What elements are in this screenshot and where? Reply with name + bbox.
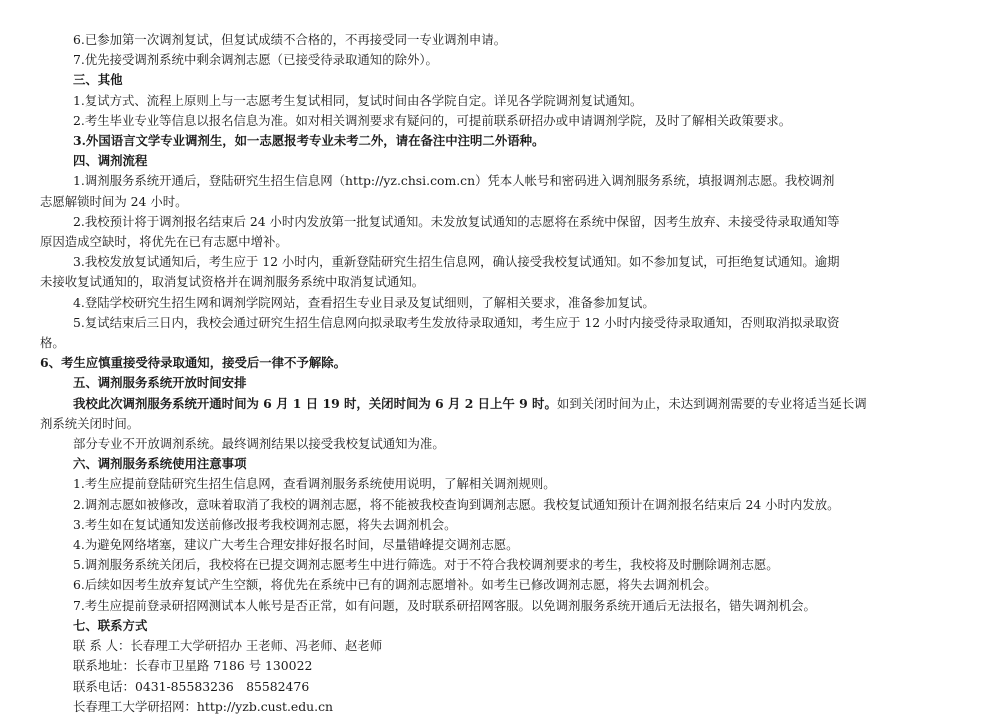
section-heading-other: 三、其他 — [73, 72, 123, 88]
contact-address: 联系地址：长春市卫星路 7186 号 130022 — [73, 658, 313, 674]
other-item-3: 3.外国语言文学专业调剂生，如一志愿报考专业未考二外，请在备注中注明二外语种。 — [73, 133, 545, 149]
other-item-1: 1.复试方式、流程上原则上与一志愿考生复试相同，复试时间由各学院自定。详见各学院调剂复试通知。 — [73, 92, 643, 108]
document-body — [40, 30, 963, 717]
contact-person: 联 系 人：长春理工大学研招办 王老师、冯老师、赵老师 — [73, 638, 383, 654]
process-item-2-line-1: 2.我校预计将于调剂报名结束后 24 小时内发放第一批复试通知。未发放复试通知的志愿将在系统中保留，因考生放弃、未接受待录取通知等 — [73, 213, 840, 229]
schedule-extension-note: 如到关闭时间为止，未达到调剂需要的专业将适当延长调 — [556, 395, 867, 411]
schedule-open-close-time: 我校此次调剂服务系统开通时间为 6 月 1 日 19 时，关闭时间为 6 月 2 日上午 9 时。 — [73, 395, 557, 411]
section-heading-process: 四、调剂流程 — [73, 153, 148, 169]
process-item-4: 4.登陆学校研究生招生网和调剂学院网站，查看招生专业目录及复试细则，了解相关要求，准备参加复试。 — [73, 294, 655, 310]
process-item-3-line-2: 未接收复试通知的，取消复试资格并在调剂服务系统中取消复试通知。 — [40, 274, 425, 290]
usage-note-1: 1.考生应提前登陆研究生招生信息网，查看调剂服务系统使用说明，了解相关调剂规则。 — [73, 476, 556, 492]
contact-website: 长春理工大学研招网：http://yzb.cust.edu.cn — [73, 698, 333, 714]
process-item-5-line-2: 格。 — [40, 335, 65, 351]
usage-note-4: 4.为避免网络堵塞，建议广大考生合理安排好报名时间，尽量错峰提交调剂志愿。 — [73, 537, 519, 553]
process-item-6: 6、考生应慎重接受待录取通知，接受后一律不予解除。 — [40, 355, 346, 371]
section-heading-usage-notes: 六、调剂服务系统使用注意事项 — [73, 456, 247, 472]
process-item-1-line-2: 志愿解锁时间为 24 小时。 — [40, 193, 188, 209]
usage-note-5: 5.调剂服务系统关闭后，我校将在已提交调剂志愿考生中进行筛选。对于不符合我校调剂要求的考生，我校将及时删除调剂志愿。 — [73, 557, 779, 573]
process-item-5-line-1: 5.复试结束后三日内，我校会通过研究生招生信息网向拟录取考生发放待录取通知，考生应于 12 小时内接受待录取通知，否则取消拟录取资 — [73, 314, 840, 330]
usage-note-6: 6.后续如因考生放弃复试产生空额，将优先在系统中已有的调剂志愿增补。如考生已修改调剂志愿，将失去调剂机会。 — [73, 577, 717, 593]
process-item-1-line-1: 1.调剂服务系统开通后，登陆研究生招生信息网（http://yz.chsi.com.cn）凭本人帐号和密码进入调剂服务系统，填报调剂志愿。我校调剂 — [73, 173, 835, 189]
process-item-3-line-1: 3.我校发放复试通知后，考生应于 12 小时内，重新登陆研究生招生信息网，确认接受我校复试通知。如不参加复试，可拒绝复试通知。逾期 — [73, 254, 840, 270]
section-heading-schedule: 五、调剂服务系统开放时间安排 — [73, 375, 247, 391]
rule-item-7: 7.优先接受调剂系统中剩余调剂志愿（已接受待录取通知的除外）。 — [73, 52, 438, 68]
contact-phone: 联系电话：0431-85583236 85582476 — [73, 678, 310, 694]
schedule-line-1 — [73, 394, 963, 414]
other-item-2: 2.考生毕业专业等信息以报名信息为准。如对相关调剂要求有疑问的，可提前联系研招办或申请调剂学院，及时了解相关政策要求。 — [73, 112, 792, 128]
section-heading-contact: 七、联系方式 — [73, 617, 148, 633]
schedule-line-3: 部分专业不开放调剂系统。最终调剂结果以接受我校复试通知为准。 — [73, 436, 445, 452]
schedule-line-2: 剂系统关闭时间。 — [40, 415, 140, 431]
usage-note-2: 2.调剂志愿如被修改，意味着取消了我校的调剂志愿，将不能被我校查询到调剂志愿。我校复试通知预计在调剂报名结束后 24 小时内发放。 — [73, 496, 840, 512]
usage-note-7: 7.考生应提前登录研招网测试本人帐号是否正常，如有问题，及时联系研招网客服。以免调剂服务系统开通后无法报名，错失调剂机会。 — [73, 597, 816, 613]
rule-item-6: 6.已参加第一次调剂复试，但复试成绩不合格的，不再接受同一专业调剂申请。 — [73, 32, 507, 47]
process-item-2-line-2: 原因造成空缺时，将优先在已有志愿中增补。 — [40, 234, 288, 250]
usage-note-3: 3.考生如在复试通知发送前修改报考我校调剂志愿，将失去调剂机会。 — [73, 516, 457, 532]
